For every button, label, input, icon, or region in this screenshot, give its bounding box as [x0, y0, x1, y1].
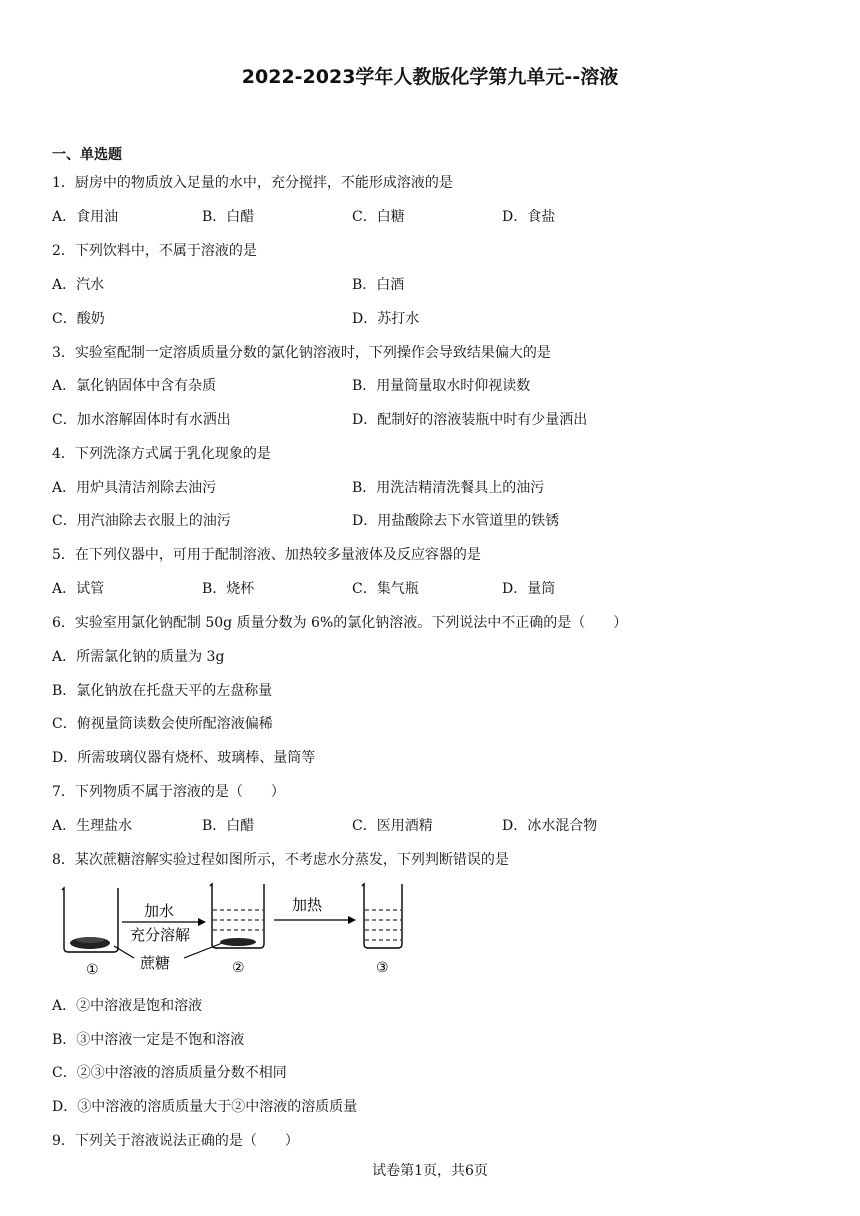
label-dissolve: 充分溶解 — [130, 926, 191, 944]
q1-option-d: D．食盐 — [502, 209, 556, 225]
q3-option-d: D．配制好的溶液装瓶中时有少量洒出 — [352, 412, 588, 428]
question-9-stem: 9．下列关于溶液说法正确的是（ ） — [52, 1133, 299, 1149]
question-4-stem: 4．下列洗涤方式属于乳化现象的是 — [52, 446, 271, 462]
q2-option-b: B．白酒 — [352, 277, 405, 293]
beaker-3-icon — [362, 884, 402, 948]
q5-option-b: B．烧杯 — [202, 581, 255, 597]
beaker-2-label: ② — [232, 960, 245, 976]
q8-option-b: B．③中溶液一定是不饱和溶液 — [52, 1032, 245, 1048]
beaker-1-icon — [62, 888, 118, 952]
beaker-2-icon — [210, 884, 264, 948]
question-2-stem: 2．下列饮料中，不属于溶液的是 — [52, 243, 257, 259]
q3-option-c: C．加水溶解固体时有水洒出 — [52, 412, 231, 428]
pointer-line-left — [114, 946, 134, 958]
question-6-stem: 6．实验室用氯化钠配制 50g 质量分数为 6%的氯化钠溶液。下列说法中不正确的是（ ） — [52, 615, 628, 631]
q7-option-d: D．冰水混合物 — [502, 818, 598, 834]
q8-option-d: D．③中溶液的溶质质量大于②中溶液的溶质质量 — [52, 1099, 358, 1115]
q1-option-c: C．白糖 — [352, 209, 405, 225]
q1-option-b: B．白醋 — [202, 209, 255, 225]
q3-option-b: B．用量筒量取水时仰视读数 — [352, 378, 531, 394]
label-sugar: 蔗糖 — [140, 954, 171, 972]
q7-option-a: A．生理盐水 — [52, 818, 133, 834]
q5-option-d: D．量筒 — [502, 581, 556, 597]
question-8-stem: 8．某次蔗糖溶解实验过程如图所示，不考虑水分蒸发，下列判断错误的是 — [52, 852, 509, 868]
q8-option-a: A．②中溶液是饱和溶液 — [52, 998, 203, 1014]
q6-option-a: A．所需氯化钠的质量为 3g — [52, 649, 225, 665]
q2-option-c: C．酸奶 — [52, 311, 105, 327]
q3-option-a: A．氯化钠固体中含有杂质 — [52, 378, 217, 394]
q6-option-c: C．俯视量筒读数会使所配溶液偏稀 — [52, 716, 273, 732]
q4-option-d: D．用盐酸除去下水管道里的铁锈 — [352, 513, 560, 529]
question-3-stem: 3．实验室配制一定溶质质量分数的氯化钠溶液时，下列操作会导致结果偏大的是 — [52, 345, 551, 361]
q7-option-b: B．白醋 — [202, 818, 255, 834]
question-5-stem: 5．在下列仪器中，可用于配制溶液、加热较多量液体及反应容器的是 — [52, 547, 481, 563]
question-1-stem: 1．厨房中的物质放入足量的水中，充分搅拌，不能形成溶液的是 — [52, 175, 453, 191]
question-7-stem: 7．下列物质不属于溶液的是（ ） — [52, 784, 285, 800]
q5-option-c: C．集气瓶 — [352, 581, 419, 597]
q8-option-c: C．②③中溶液的溶质质量分数不相同 — [52, 1065, 287, 1081]
arrow-dissolve-head — [198, 918, 206, 926]
sugar-dissolving-diagram — [52, 880, 412, 980]
q7-option-c: C．医用酒精 — [352, 818, 433, 834]
arrow-heat-head — [348, 916, 356, 924]
q2-option-a: A．汽水 — [52, 277, 105, 293]
page-title: 2022-2023学年人教版化学第九单元--溶液 — [241, 66, 619, 88]
q4-option-c: C．用汽油除去衣服上的油污 — [52, 513, 231, 529]
q6-option-b: B．氯化钠放在托盘天平的左盘称量 — [52, 683, 273, 699]
q4-option-b: B．用洗洁精清洗餐具上的油污 — [352, 480, 545, 496]
q6-option-d: D．所需玻璃仪器有烧杯、玻璃棒、量筒等 — [52, 750, 316, 766]
label-add-water: 加水 — [144, 902, 175, 920]
q4-option-a: A．用炉具清洁剂除去油污 — [52, 480, 217, 496]
beaker-1-label: ① — [86, 962, 99, 978]
section-heading: 一、单选题 — [52, 147, 122, 163]
label-heat: 加热 — [292, 896, 323, 914]
beaker-3-label: ③ — [376, 960, 389, 976]
page-footer: 试卷第1页，共6页 — [372, 1163, 488, 1179]
q2-option-d: D．苏打水 — [352, 311, 420, 327]
q1-option-a: A．食用油 — [52, 209, 119, 225]
q5-option-a: A．试管 — [52, 581, 105, 597]
